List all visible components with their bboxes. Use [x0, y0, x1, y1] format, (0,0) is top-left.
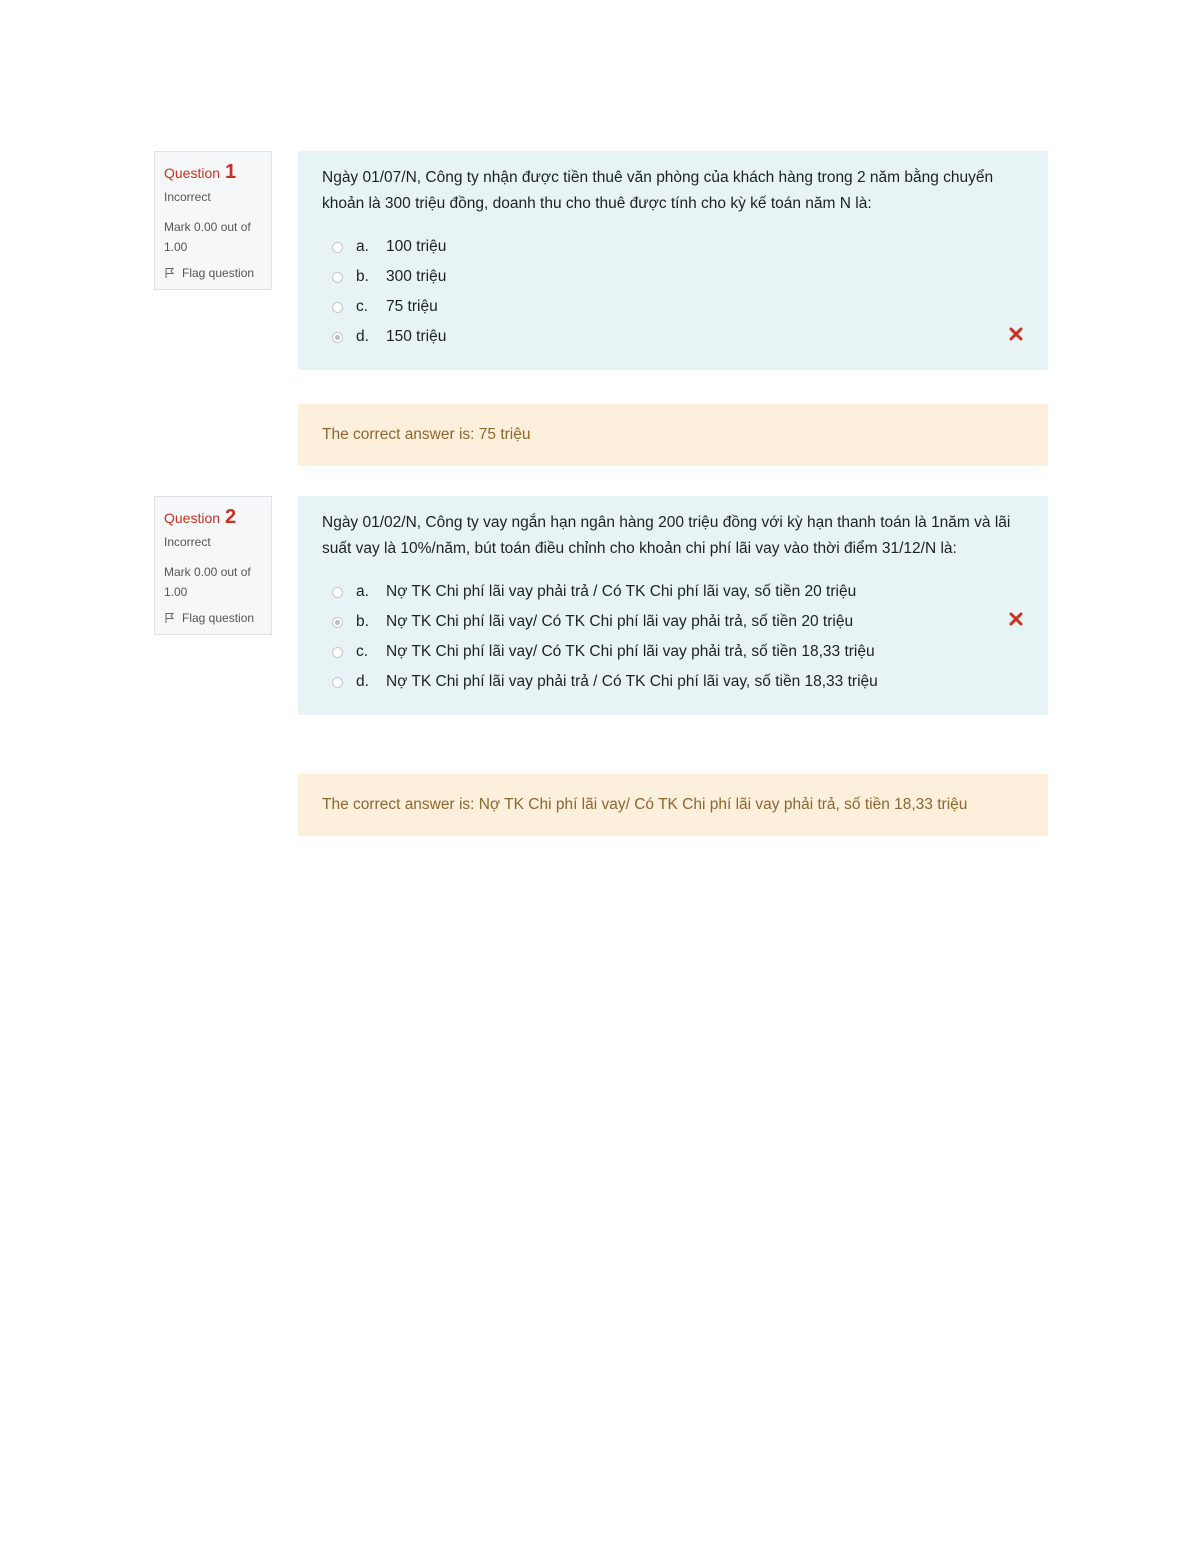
answer-radio-selected[interactable] [332, 332, 343, 343]
answer-letter: c. [356, 298, 369, 315]
correct-answer-feedback: The correct answer is: Nợ TK Chi phí lãi vay/ Có TK Chi phí lãi vay phải trả, số tiền 18,33 triệu [298, 774, 1048, 836]
answer-radio[interactable] [332, 242, 343, 253]
correct-answer-feedback: The correct answer is: 75 triệu [298, 404, 1048, 466]
answer-text: 150 triệu [386, 328, 447, 345]
question-info [154, 151, 272, 290]
answer-text: Nợ TK Chi phí lãi vay/ Có TK Chi phí lãi vay phải trả, số tiền 18,33 triệu [386, 643, 875, 660]
answer-radio[interactable] [332, 587, 343, 598]
answer-letter: b. [356, 613, 369, 630]
answer-text: Nợ TK Chi phí lãi vay phải trả / Có TK Chi phí lãi vay, số tiền 20 triệu [386, 583, 857, 600]
answer-radio[interactable] [332, 302, 343, 313]
answer-list [322, 232, 1024, 352]
question-grade: Mark 0.00 out of 1.00 [164, 565, 251, 599]
answer-option-d[interactable] [322, 322, 1024, 352]
question-label: Question [164, 165, 221, 181]
question-number-value: 1 [224, 161, 237, 183]
answer-option-a[interactable] [322, 577, 1024, 607]
answer-radio[interactable] [332, 647, 343, 658]
answer-text: Nợ TK Chi phí lãi vay/ Có TK Chi phí lãi vay phải trả, số tiền 20 triệu [386, 613, 854, 630]
answer-text: 300 triệu [386, 268, 447, 285]
answer-text: 100 triệu [386, 238, 447, 255]
question-formulation [298, 151, 1048, 370]
question-text: Ngày 01/02/N, Công ty vay ngắn hạn ngân hàng 200 triệu đồng với kỳ hạn thanh toán là 1năm và lãi suất vay là 10%/năm, bút toán điều chỉnh cho khoản chi phí lãi vay vào thời điểm 31/12/N là: [322, 514, 1011, 557]
flag-question-link[interactable] [164, 610, 263, 626]
answer-letter: a. [356, 583, 369, 600]
question-formulation [298, 496, 1048, 715]
question-text: Ngày 01/07/N, Công ty nhận được tiền thuê văn phòng của khách hàng trong 2 năm bằng chuyển khoản là 300 triệu đồng, doanh thu cho thuê được tính cho kỳ kế toán năm N là: [322, 169, 994, 212]
incorrect-x-icon [1008, 611, 1024, 627]
answer-letter: c. [356, 643, 369, 660]
flag-question-label: Flag question [182, 266, 255, 280]
answer-option-b[interactable] [322, 607, 1024, 637]
answer-text: Nợ TK Chi phí lãi vay phải trả / Có TK Chi phí lãi vay, số tiền 18,33 triệu [386, 673, 878, 690]
question-label: Question [164, 510, 221, 526]
question-info [154, 496, 272, 635]
answer-letter: a. [356, 238, 369, 255]
answer-radio[interactable] [332, 677, 343, 688]
answer-option-b[interactable] [322, 262, 1024, 292]
answer-option-d[interactable] [322, 667, 1024, 697]
incorrect-x-icon [1008, 326, 1024, 342]
question-number [164, 160, 263, 185]
answer-letter: d. [356, 328, 369, 345]
question-number [164, 505, 263, 530]
flag-question-label: Flag question [182, 611, 255, 625]
answer-letter: b. [356, 268, 369, 285]
answer-radio[interactable] [332, 272, 343, 283]
answer-radio-selected[interactable] [332, 617, 343, 628]
flag-question-link[interactable] [164, 265, 263, 281]
answer-letter: d. [356, 673, 369, 690]
answer-option-a[interactable] [322, 232, 1024, 262]
question-state: Incorrect [164, 190, 211, 204]
answer-text: 75 triệu [386, 298, 438, 315]
flag-icon [164, 267, 176, 279]
question-number-value: 2 [224, 506, 237, 528]
answer-option-c[interactable] [322, 292, 1024, 322]
answer-option-c[interactable] [322, 637, 1024, 667]
question-grade: Mark 0.00 out of 1.00 [164, 220, 251, 254]
answer-list [322, 577, 1024, 697]
flag-icon [164, 612, 176, 624]
question-state: Incorrect [164, 535, 211, 549]
